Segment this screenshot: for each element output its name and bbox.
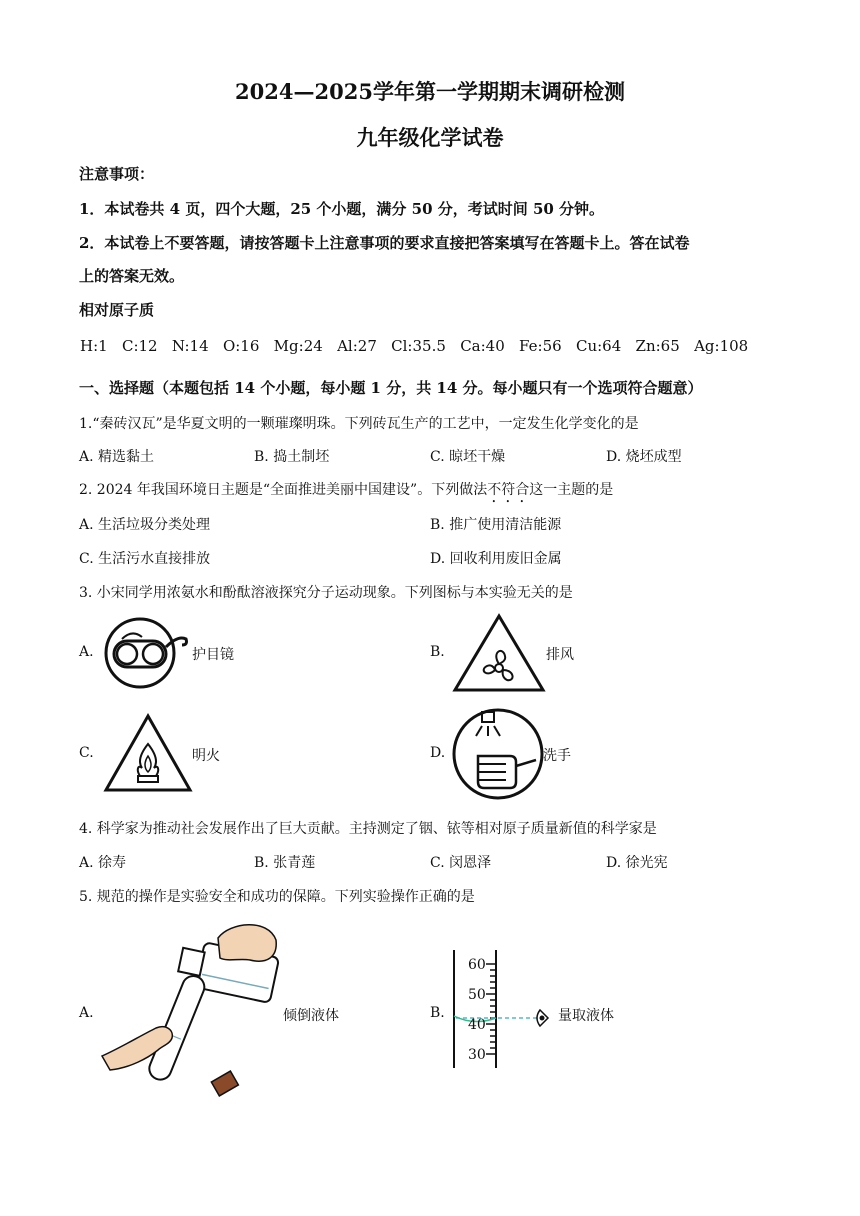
q3-option-d-letter: D. — [430, 745, 446, 761]
q5-option-b-label: 量取液体 — [558, 1008, 614, 1024]
q3-option-b-label: 排风 — [546, 647, 574, 663]
q2-option-a: A. 生活垃圾分类处理 — [79, 517, 211, 533]
q4-stem: 4. 科学家为推动社会发展作出了巨大贡献。主持测定了铟、铱等相对原子质量新值的科学家是 — [79, 821, 657, 837]
notice-item-1: 1．本试卷共 4 页，四个大题，25 个小题，满分 50 分，考试时间 50 分钟。 — [79, 200, 605, 218]
notice-heading: 注意事项： — [79, 165, 155, 183]
atomic-mass-heading: 相对原子质 — [79, 301, 155, 319]
q3-option-c-letter: C. — [79, 745, 94, 761]
wash-hands-icon — [450, 706, 546, 802]
q5-stem: 5. 规范的操作是实验安全和成功的保障。下列实验操作正确的是 — [79, 889, 475, 905]
q2-option-d: D. 回收利用废旧金属 — [430, 551, 562, 567]
q2-stem-pre: 2. 2024 年我国环境日主题是“全面推进美丽中国建设”。下列做法 — [79, 482, 488, 498]
graduated-cylinder-illustration — [446, 946, 558, 1072]
q2-option-c: C. 生活污水直接排放 — [79, 551, 211, 567]
notice-item-3: 上的答案无效。 — [79, 267, 185, 285]
q5-option-a-label: 倾倒液体 — [283, 1008, 339, 1024]
q3-option-c-label: 明火 — [192, 748, 220, 764]
q4-option-c: C. 闵恩泽 — [430, 855, 492, 871]
q2-stem-post: 这一主题的是 — [529, 482, 614, 498]
q2-option-b: B. 推广使用清洁能源 — [430, 517, 562, 533]
q3-option-d-label: 洗手 — [543, 748, 571, 764]
q1-option-b: B. 捣土制坯 — [254, 449, 330, 465]
q5-option-b-letter: B. — [430, 1005, 445, 1021]
exam-title: 2024—2025学年第一学期期末调研检测 — [235, 79, 625, 104]
q1-option-c: C. 晾坯干燥 — [430, 449, 506, 465]
q1-option-d: D. 烧坯成型 — [606, 449, 682, 465]
q3-option-a-letter: A. — [79, 644, 94, 660]
cylinder-tick-40: 40 — [468, 1017, 486, 1033]
notice-item-2: 2．本试卷上不要答题，请按答题卡上注意事项的要求直接把答案填写在答题卡上。答在试卷 — [79, 234, 690, 252]
q2-stem — [79, 479, 613, 506]
cylinder-tick-60: 60 — [468, 957, 486, 973]
q1-option-a: A. 精选黏土 — [79, 449, 155, 465]
q2-stem-emphasis: 不符合 — [487, 482, 530, 498]
section-heading: 一、选择题（本题包括 14 个小题，每小题 1 分，共 14 分。每小题只有一个选项符合题意） — [79, 379, 703, 397]
cylinder-tick-30: 30 — [468, 1047, 486, 1063]
q4-option-b: B. 张青莲 — [254, 855, 316, 871]
q4-option-d: D. 徐光宪 — [606, 855, 668, 871]
cylinder-tick-50: 50 — [468, 987, 486, 1003]
open-flame-icon — [102, 712, 194, 794]
pouring-liquid-illustration — [100, 918, 280, 1104]
atomic-mass-values: H:1 C:12 N:14 O:16 Mg:24 Al:27 Cl:35.5 Ca:40 Fe:56 Cu:64 Zn:65 Ag:108 — [80, 337, 749, 355]
q5-option-a-letter: A. — [79, 1005, 94, 1021]
q1-stem: 1.“秦砖汉瓦”是华夏文明的一颗璀璨明珠。下列砖瓦生产的工艺中，一定发生化学变化的是 — [79, 416, 639, 432]
ventilation-fan-icon — [451, 612, 547, 694]
q3-stem: 3. 小宋同学用浓氨水和酚酞溶液探究分子运动现象。下列图标与本实验无关的是 — [79, 585, 573, 601]
exam-subtitle: 九年级化学试卷 — [356, 125, 504, 150]
q3-option-a-label: 护目镜 — [192, 647, 234, 663]
goggles-icon — [102, 615, 192, 691]
q4-option-a: A. 徐寿 — [79, 855, 127, 871]
q3-option-b-letter: B. — [430, 644, 445, 660]
